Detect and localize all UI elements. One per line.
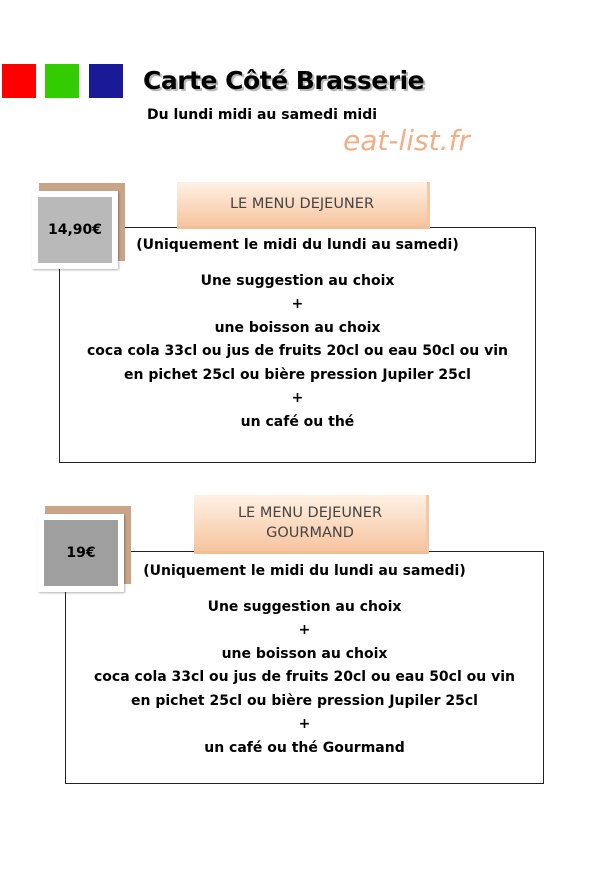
menu-line: en pichet 25cl ou bière pression Jupiler 25cl	[124, 366, 471, 383]
menu-line: un café ou thé Gourmand	[204, 739, 405, 756]
price-value: 19€	[44, 520, 118, 586]
menu-tab-label: LE MENU DEJEUNER	[229, 196, 375, 212]
menu-line: en pichet 25cl ou bière pression Jupiler 25cl	[131, 692, 478, 709]
menu-tab-dejeuner	[177, 182, 430, 229]
menu-line: +	[291, 390, 304, 406]
menu-box-dejeuner	[59, 227, 536, 463]
menu-line: Une suggestion au choix	[200, 272, 395, 289]
page-subtitle: Du lundi midi au samedi midi	[147, 107, 378, 123]
menu-line: une boisson au choix	[214, 319, 381, 336]
menu-tab-gourmand	[194, 495, 429, 554]
price-badge-dejeuner	[32, 191, 118, 269]
menu-line: un café ou thé	[240, 413, 355, 430]
menu-line: (Uniquement le midi du lundi au samedi)	[136, 237, 459, 253]
red-square	[2, 64, 36, 98]
menu-line: (Uniquement le midi du lundi au samedi)	[143, 563, 466, 579]
menu-line: +	[291, 296, 304, 312]
menu-box-gourmand	[65, 551, 544, 784]
page-title: Carte Côté Brasserie	[143, 66, 425, 95]
menu-line: +	[298, 716, 311, 732]
menu-line: coca cola 33cl ou jus de fruits 20cl ou eau 50cl ou vin	[86, 343, 508, 359]
price-badge-gourmand	[38, 514, 124, 592]
watermark: eat-list.fr	[343, 124, 470, 157]
menu-line: Une suggestion au choix	[207, 598, 402, 615]
menu-line: +	[298, 622, 311, 638]
green-square	[45, 64, 79, 98]
price-value: 14,90€	[38, 197, 112, 263]
menu-line: une boisson au choix	[221, 645, 388, 662]
menu-line: coca cola 33cl ou jus de fruits 20cl ou eau 50cl ou vin	[93, 669, 515, 685]
menu-tab-label: LE MENU DEJEUNER GOURMAND	[237, 505, 383, 541]
blue-square	[89, 64, 123, 98]
